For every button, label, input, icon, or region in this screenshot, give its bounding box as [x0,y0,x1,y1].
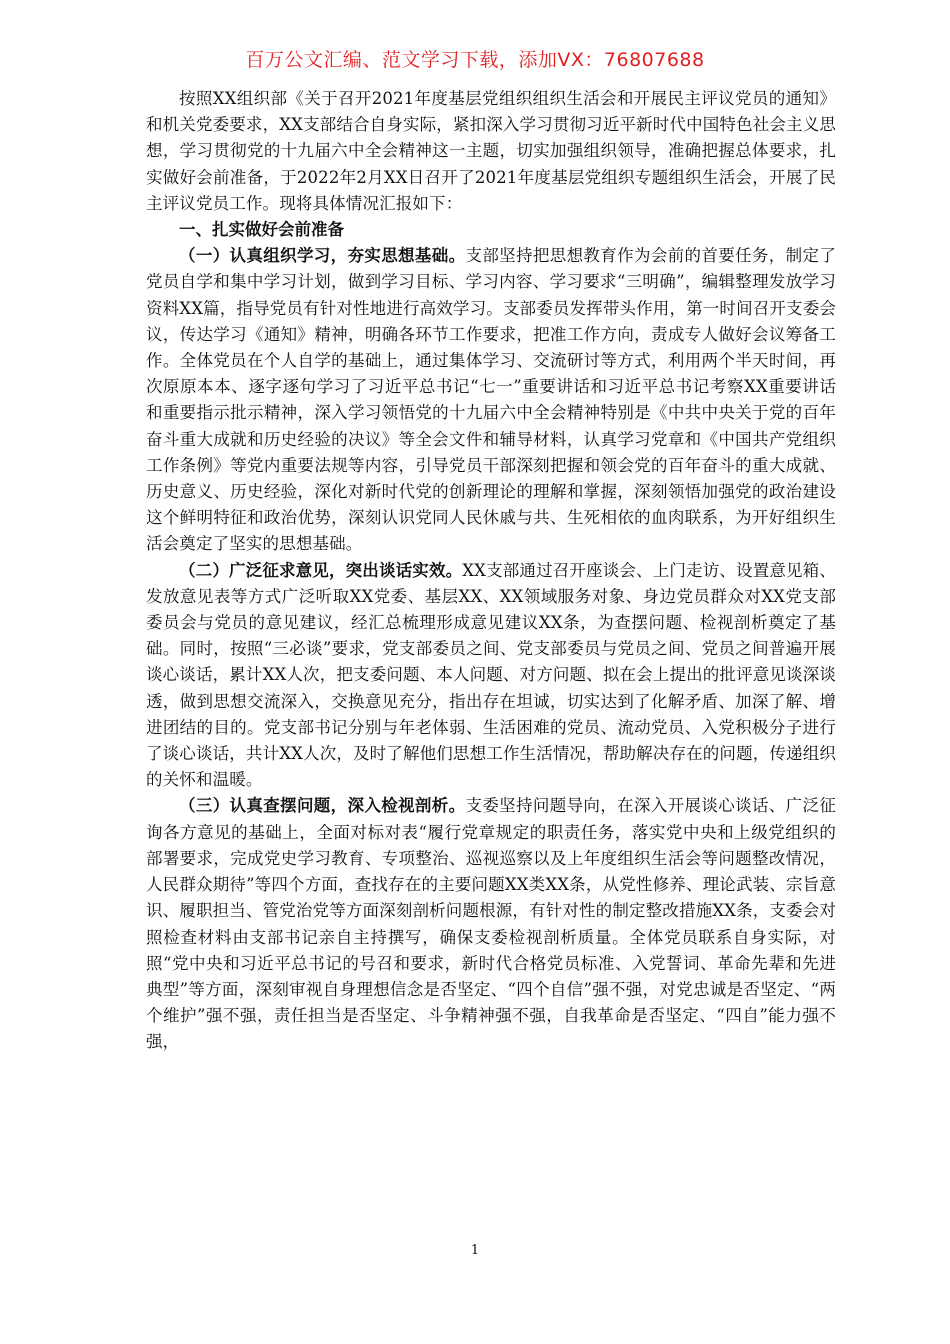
document-body [146,86,836,1056]
item-body-3: 支委坚持问题导向，在深入开展谈心谈话、广泛征询各方意见的基础上，全面对标对表“履行党章规定的职责任务，落实党中央和上级党组织的部署要求，完成党史学习教育、专项整治、巡视巡察以及上年度组织生活会等问题整改情况，人民群众期待”等四个方面，查找存在的主要问题XX类XX条，从党性修养、理论武装、宗旨意识、履职担当、管党治党等方面深刻剖析问题根源，有针对性的制定整改措施XX条，支委会对照检查材料由支部书记亲自主持撰写，确保支委检视剖析质量。全体党员联系自身实际，对照“党中央和习近平总书记的号召和要求，新时代合格党员标准、入党誓词、革命先辈和先进典型”等方面，深刻审视自身理想信念是否坚定、“四个自信”强不强，对党忠诚是否坚定、“两个维护”强不强，责任担当是否坚定、斗争精神强不强，自我革命是否坚定、“四自”能力强不强， [146,796,836,1052]
item-lead-2: （二）广泛征求意见，突出谈话实效。 [179,560,463,580]
item-body-1: 支部坚持把思想教育作为会前的首要任务，制定了党员自学和集中学习计划，做到学习目标、学习内容、学习要求“三明确”，编辑整理发放学习资料XX篇，指导党员有针对性地进行高效学习。支部委员发挥带头作用，第一时间召开支委会议，传达学习《通知》精神，明确各环节工作要求，把准工作方向，责成专人做好会议筹备工作。全体党员在个人自学的基础上，通过集体学习、交流研讨等方式，利用两个半天时间，再次原原本本、逐字逐句学习了习近平总书记“七一”重要讲话和习近平总书记考察XX重要讲话和重要指示批示精神，深入学习领悟党的十九届六中全会精神特别是《中共中央关于党的百年奋斗重大成就和历史经验的决议》等全会文件和辅导材料，认真学习党章和《中国共产党组织工作条例》等党内重要法规等内容，引导党员干部深刻把握和领会党的百年奋斗的重大成就、历史意义、历史经验，深化对新时代党的创新理论的理解和掌握，深刻领悟加强党的政治建设这个鲜明特征和政治优势，深刻认识党同人民休戚与共、生死相依的血肉联系，为开好组织生活会奠定了坚实的思想基础。 [146,246,836,554]
page-number: 1 [470,1243,480,1258]
item-lead-1: （一）认真组织学习，夯实思想基础。 [179,246,466,266]
item-paragraph-3 [146,793,836,1055]
header-banner: 百万公文汇编、范文学习下载，添加VX：76807688 [245,49,705,71]
item-paragraph-2 [146,558,836,794]
section-heading: 一、扎实做好会前准备 [179,220,344,240]
item-paragraph-1 [146,243,836,557]
item-lead-3: （三）认真查摆问题，深入检视剖析。 [179,796,466,816]
item-body-2: XX支部通过召开座谈会、上门走访、设置意见箱、发放意见表等方式广泛听取XX党委、基层XX、XX领域服务对象、身边党员群众对XX党支部委员会与党员的意见建议，经汇总梳理形成意见建议XX条，为查摆问题、检视剖析奠定了基础。同时，按照“三必谈”要求，党支部委员之间、党支部委员与党员之间、党员之间普遍开展谈心谈话，累计XX人次，把支委问题、本人问题、对方问题、拟在会上提出的批评意见谈深谈透，做到思想交流深入，交换意见充分，指出存在坦诚，切实达到了化解矛盾、加深了解、增进团结的目的。党支部书记分别与年老体弱、生活困难的党员、流动党员、入党积极分子进行了谈心谈话，共计XX人次，及时了解他们思想工作生活情况，帮助解决存在的问题，传递组织的关怀和温暖。 [146,560,836,790]
intro-paragraph: 按照XX组织部《关于召开2021年度基层党组织组织生活会和开展民主评议党员的通知》和机关党委要求，XX支部结合自身实际，紧扣深入学习贯彻习近平新时代中国特色社会主义思想，学习贯彻党的十九届六中全会精神这一主题，切实加强组织领导，准确把握总体要求，扎实做好会前准备，于2022年2月XX日召开了2021年度基层党组织专题组织生活会，开展了民主评议党员工作。现将具体情况汇报如下： [146,89,836,213]
